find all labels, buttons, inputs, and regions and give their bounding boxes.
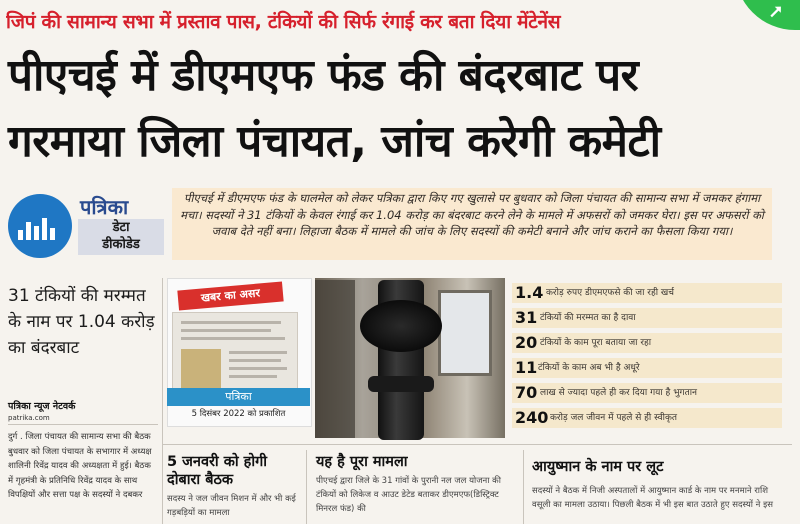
stat-label: टंकियों के काम अब भी है अधूरे: [538, 363, 640, 373]
photo-pipe-joint: [368, 376, 434, 392]
divider: [162, 444, 792, 445]
column-divider: [162, 278, 163, 524]
col1-body: सदस्य ने जल जीवन मिशन में और भी कई गड़बड़ियों का मामला: [167, 494, 296, 518]
logo-subtitle: [78, 219, 164, 255]
stat-row: [512, 383, 782, 403]
column-divider: [523, 450, 524, 524]
stat-number: 31: [515, 308, 538, 327]
summary-box: पीएचई में डीएमएफ फंड के घालमेल को लेकर पत्रिका द्वारा किए गए खुलासे पर बुधवार को जिला पंचायत की सामान्य सभा में जमकर हंगामा मचा। सदस्यों ने 31 टंकियों के केवल रंगाई कर 1.04 करोड़ का बंदरबाट करने लेने के मामले में अफसरों को जमकर घेरा। इस पर अफसरों को जवाब देते नहीं बना। लिहाजा बैठक में मामले की जांच के लिए सदस्यों की कमेटी बनाने और जांच कराने का फैसला किया गया।: [172, 188, 772, 260]
photo-pipe-flange: [360, 300, 442, 352]
divider: [8, 424, 158, 425]
col2-headline: यह है पूरा मामला: [316, 454, 408, 470]
side-story-body: दुर्ग . जिला पंचायत की सामान्य सभा की बैठक बुधवार को जिला पंचायत के सभागार में अध्यक्ष शालिनी रिवेंद्र यादव की अध्यक्षता में हुई। बैठक में गृहमंत्री के प्रतिनिधि रिवेंद्र यादव के साथ विपक्षियों और सत्ता पक्ष के सदस्यों ने दबकर: [8, 432, 152, 500]
byline: पत्रिका न्यूज नेटवर्क: [8, 401, 76, 412]
col3-headline: आयुष्मान के नाम पर लूट: [532, 459, 664, 475]
logo-brand: पत्रिका: [80, 195, 129, 219]
stat-number: 20: [515, 333, 538, 352]
stat-label: करोड़ रुपए डीएमएफसे की जा रही खर्च: [546, 288, 675, 298]
col2-body: पीएचई द्वारा जिले के 31 गांवों के पुरानी नल जल योजना की टंकियों को लिकेज व आउट डेटेड बताकर डीएमएफ(डिस्ट्रिक्ट मिनरल फंड) की: [316, 476, 501, 514]
headline-line-1: पीएचई में डीएमएफ फंड की बंदरबाट पर: [8, 50, 639, 101]
share-icon[interactable]: ⭧: [770, 2, 782, 23]
asar-date: 5 दिसंबर 2022 को प्रकाशित: [191, 409, 286, 419]
stat-row: [512, 358, 782, 378]
logo-bars: [18, 218, 62, 242]
column-divider: [306, 450, 307, 524]
stat-number: 11: [515, 358, 538, 377]
stat-label: करोड़ जल जीवन में पहले से ही स्वीकृत: [550, 413, 678, 423]
asar-clipping: [172, 312, 298, 400]
photo-window: [438, 290, 492, 376]
stat-number: 70: [515, 383, 538, 402]
stat-row: [512, 333, 782, 353]
stat-row: [512, 408, 782, 428]
stat-row: [512, 283, 782, 303]
kicker-line: जिपं की सामान्य सभा में प्रस्ताव पास, टंकियों की सिर्फ रंगाई कर बता दिया मेंटेनेंस: [6, 11, 561, 33]
byline-url: patrika.com: [8, 414, 50, 422]
stat-number: 240: [515, 408, 549, 427]
stat-label: टंकियों के काम पूरा बताया जा रहा: [540, 338, 652, 348]
photo-shadow: [315, 280, 355, 438]
col3-body: सदस्यों ने बैठक में निजी अस्पतालों में आयुष्मान कार्ड के नाम पर मनमाने राशि वसूली का मामला उठाया। पिछली बैठक में भी इस बात उठाते हुए सदस्यों ने इस: [532, 486, 774, 510]
headline-line-2: गरमाया जिला पंचायत, जांच करेगी कमेटी: [8, 116, 661, 167]
stat-number: 1.4: [515, 283, 544, 302]
asar-brand: पत्रिका: [225, 390, 252, 403]
side-story-headline: 31 टंकियों की मरम्मत के नाम पर 1.04 करोड़ का बंदरबाट: [8, 286, 155, 358]
logo-sub-line-1: डेटा: [112, 220, 130, 235]
stat-label: टंकियों की मरम्मत का है दावा: [540, 313, 636, 323]
col1-headline: 5 जनवरी को होगी दोबारा बैठक: [167, 454, 268, 488]
asar-tag: खबर का असर: [177, 281, 283, 310]
stat-row: [512, 308, 782, 328]
stat-label: लाख से ज्यादा पहले ही कर दिया गया है भुगतान: [540, 388, 698, 398]
logo-sub-line-2: डीकोडेड: [102, 237, 140, 252]
